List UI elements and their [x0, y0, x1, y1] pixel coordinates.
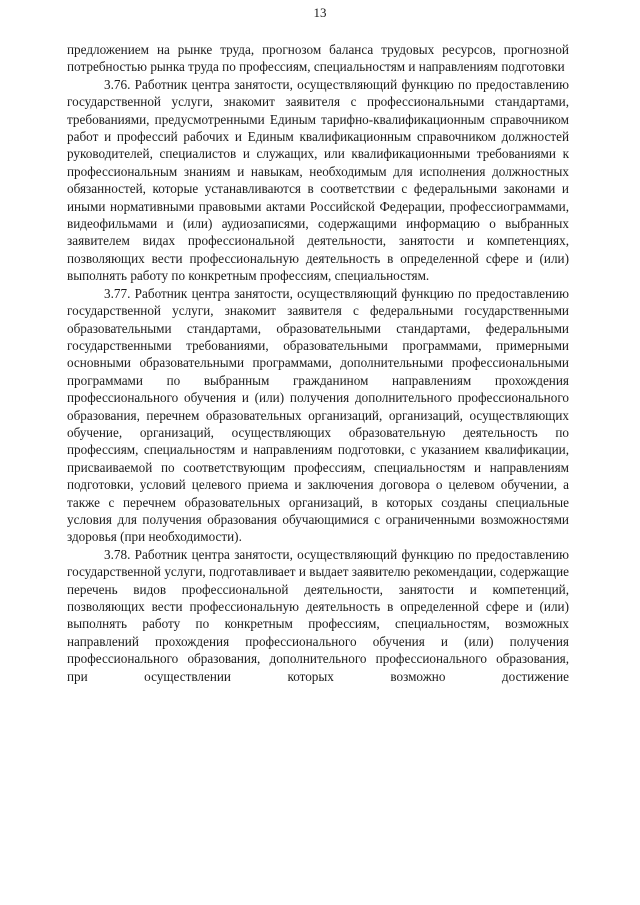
paragraph-continuation: предложением на рынке труда, прогнозом баланса трудовых ресурсов, прогнозной потребностью рынка труда по профессиям, специальностям и направлениям подготовки — [67, 42, 569, 75]
page-number: 13 — [313, 5, 327, 20]
paragraph-3-77: 3.77. Работник центра занятости, осуществляющий функцию по предоставлению государственной услуги, знакомит заявителя с федеральными государственными образовательными стандартами, образовательными стандартами, федеральными государственными требованиями, образовательными программами, примерными основными образовательными программами, дополнительными профессиональными программами по выбранным гражданином направлениям прохождения профессионального обучения и (или) получения дополнительного профессионального образования, перечнем образовательных организаций, организаций, осуществляющих обучение, организаций, осуществляющих образовательную деятельность по профессиям, специальностям и направлениям подготовки, с указанием квалификации, присваиваемой по соответствующим профессиям, специальностям и направлениям подготовки, условий целевого приема и заключения договора о целевом обучении, а также с перечнем образовательных организаций, в которых созданы специальные условия для получения образования обучающимися с ограниченными возможностями здоровья (при необходимости). — [67, 285, 569, 545]
document-body — [67, 41, 569, 685]
paragraph-3-78: 3.78. Работник центра занятости, осуществляющий функцию по предоставлению государственной услуги, подготавливает и выдает заявителю рекомендации, содержащие перечень видов профессиональной деятельности, занятости и компетенций, позволяющих вести профессиональную деятельность в определенной сфере и (или) выполнять работу по конкретным профессиям, специальностям, возможных направлений прохождения профессионального обучения и (или) получения профессионального образования, дополнительного профессионального образования, при осуществлении которых возможно достижение — [67, 546, 569, 684]
paragraph-3-76: 3.76. Работник центра занятости, осуществляющий функцию по предоставлению государственной услуги, знакомит заявителя с профессиональными стандартами, требованиями, предусмотренными Единым тарифно-квалификационным справочником работ и профессий рабочих и Единым квалификационным справочником должностей руководителей, специалистов и служащих, или квалификационными требованиями к профессиональным знаниям и навыкам, необходимым для исполнения должностных обязанностей, которые устанавливаются в соответствии с федеральными законами и иными нормативными правовыми актами Российской Федерации, профессиограммами, видеофильмами и (или) аудиозаписями, содержащими информацию о выбранных заявителем видах профессиональной деятельности, занятости и компетенциях, позволяющих вести профессиональную деятельность в определенной сфере и (или) выполнять работу по конкретным профессиям, специальностям. — [67, 76, 569, 284]
